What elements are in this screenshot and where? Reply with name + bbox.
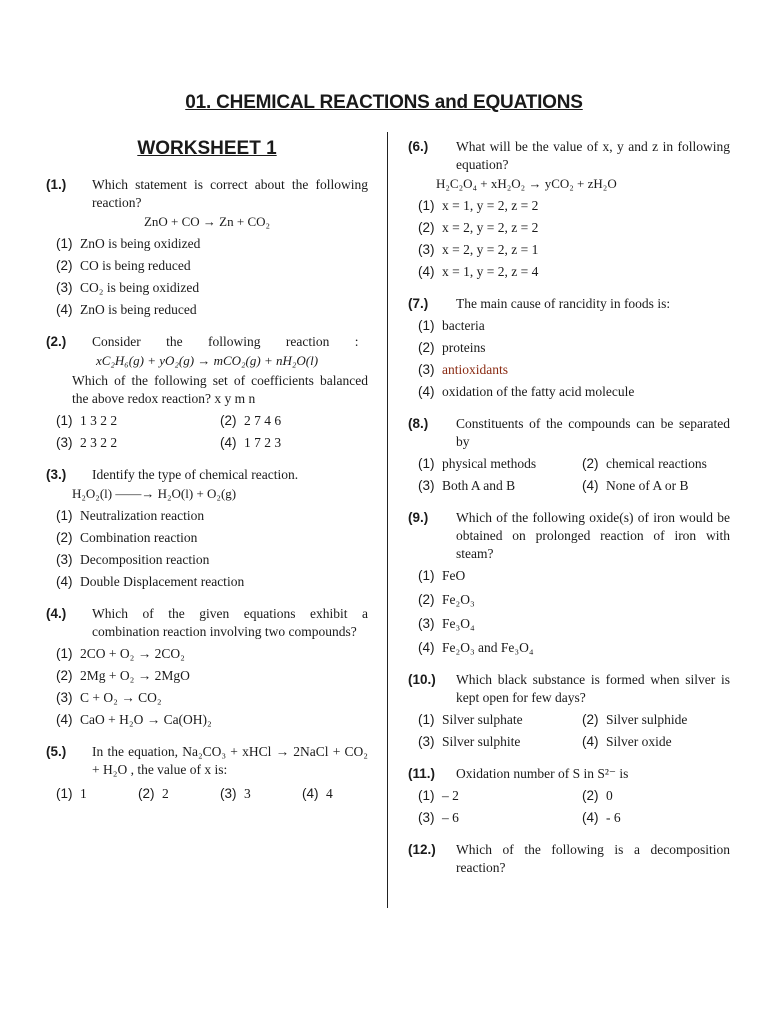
option: (2) chemical reactions xyxy=(582,456,707,471)
option: (3) x = 2, y = 2, z = 1 xyxy=(418,242,539,257)
question-number: (2.) xyxy=(46,334,67,349)
question-text: Which of the following is a decomposition reaction? xyxy=(456,842,730,875)
question-3 xyxy=(46,466,368,591)
question-9 xyxy=(408,509,730,657)
question-text: Which of the following oxide(s) of iron would be obtained on prolonged reaction of iron with steam? xyxy=(456,510,730,561)
option: (4) 4 xyxy=(302,786,333,801)
option: (3) CO₂ is being oxidized xyxy=(56,280,200,295)
option: (3) Both A and B xyxy=(418,478,516,493)
question-number: (11.) xyxy=(408,766,436,781)
question-2 xyxy=(46,333,368,452)
question-5 xyxy=(46,743,368,807)
question-10 xyxy=(408,671,730,751)
question-number: (12.) xyxy=(408,842,436,857)
option: (4) 1 7 2 3 xyxy=(220,435,282,450)
question-number: (3.) xyxy=(46,467,67,482)
worksheet-title: WORKSHEET 1 xyxy=(137,138,277,159)
option: (3) Decomposition reaction xyxy=(56,552,210,567)
question-number: (4.) xyxy=(46,606,67,621)
page-title: 01. CHEMICAL REACTIONS and EQUATIONS xyxy=(185,92,583,113)
question-number: (1.) xyxy=(46,177,67,192)
option: (3) Silver sulphite xyxy=(418,734,521,749)
option: (3) Fe₃O₄ xyxy=(418,616,475,631)
option: (2) x = 2, y = 2, z = 2 xyxy=(418,220,539,235)
question-number: (6.) xyxy=(408,139,429,154)
question-text: Consider the following reaction : xyxy=(92,334,359,349)
option: (3) antioxidants xyxy=(418,362,508,377)
option: (2) Silver sulphide xyxy=(582,712,688,727)
option: (4) - 6 xyxy=(582,810,621,825)
option: (2) 2 xyxy=(138,786,169,801)
question-equation: xC₂H₆(g) + yO₂(g) → mCO₂(g) + nH₂O(l) xyxy=(95,353,319,368)
option: (4) None of A or B xyxy=(582,478,689,493)
question-number: (9.) xyxy=(408,510,429,525)
question-text: Which black substance is formed when silver is kept open for few days? xyxy=(456,672,730,705)
question-equation: H₂C₂O₄ + xH₂O₂ → yCO₂ + zH₂O xyxy=(436,176,617,191)
option: (2) 2Mg + O₂ → 2MgO xyxy=(56,668,190,683)
question-7 xyxy=(408,295,730,401)
question-text: In the equation, Na₂CO₃ + xHCl → 2NaCl + CO₂ + H₂O , the value of x is: xyxy=(92,744,368,777)
option: (4) ZnO is being reduced xyxy=(56,302,197,317)
option: (4) oxidation of the fatty acid molecule xyxy=(418,384,635,399)
question-text: Identify the type of chemical reaction. xyxy=(92,467,299,482)
option: (3) 2 3 2 2 xyxy=(56,435,118,450)
option: (2) 2 7 4 6 xyxy=(220,413,282,428)
question-12 xyxy=(408,841,730,877)
option: (2) Fe₂O₃ xyxy=(418,592,475,607)
question-text: Which statement is correct about the following reaction? xyxy=(92,177,368,210)
question-8 xyxy=(408,415,730,495)
option: (4) Double Displacement reaction xyxy=(56,574,245,589)
question-text: What will be the value of x, y and z in following equation? xyxy=(456,139,730,172)
question-4 xyxy=(46,605,368,729)
option: (4) Silver oxide xyxy=(582,734,672,749)
option: (1) 1 3 2 2 xyxy=(56,413,118,428)
column-divider xyxy=(387,132,388,908)
option: (1) ZnO is being oxidized xyxy=(56,236,201,251)
question-text: Which of the given equations exhibit a combination reaction involving two compounds? xyxy=(92,606,368,639)
right-column xyxy=(408,138,730,891)
option: (1) 2CO + O₂ → 2CO₂ xyxy=(56,646,185,661)
question-text: Constituents of the compounds can be separated by xyxy=(456,416,730,449)
question-equation: H₂O₂(l) ——→ H₂O(l) + O₂(g) xyxy=(72,486,237,501)
option: (1) physical methods xyxy=(418,456,537,471)
option: (4) Fe₂O₃ and Fe₃O₄ xyxy=(418,640,534,655)
option: (1) – 2 xyxy=(418,788,459,803)
question-text-2: Which of the following set of coefficients balanced the above redox reaction? x y m n xyxy=(72,373,368,406)
question-6 xyxy=(408,138,730,281)
option: (1) Silver sulphate xyxy=(418,712,523,727)
option: (2) Combination reaction xyxy=(56,530,198,545)
option: (1) 1 xyxy=(56,786,87,801)
option: (2) 0 xyxy=(582,788,613,803)
option: (1) x = 1, y = 2, z = 2 xyxy=(418,198,539,213)
left-column xyxy=(46,138,368,821)
option: (2) CO is being reduced xyxy=(56,258,191,273)
option: (1) Neutralization reaction xyxy=(56,508,205,523)
question-text: Oxidation number of S in S²⁻ is xyxy=(456,766,629,781)
question-11 xyxy=(408,765,730,827)
question-number: (8.) xyxy=(408,416,429,431)
option: (3) 3 xyxy=(220,786,251,801)
option: (4) CaO + H₂O → Ca(OH)₂ xyxy=(56,712,212,727)
question-1 xyxy=(46,176,368,319)
question-number: (10.) xyxy=(408,672,436,687)
option: (1) FeO xyxy=(418,568,466,583)
question-equation: ZnO + CO → Zn + CO₂ xyxy=(143,214,271,229)
option: (1) bacteria xyxy=(418,318,485,333)
option: (2) proteins xyxy=(418,340,486,355)
option: (3) – 6 xyxy=(418,810,459,825)
option: (4) x = 1, y = 2, z = 4 xyxy=(418,264,539,279)
question-number: (5.) xyxy=(46,744,67,759)
option: (3) C + O₂ → CO₂ xyxy=(56,690,162,705)
question-text: The main cause of rancidity in foods is: xyxy=(456,296,671,311)
question-number: (7.) xyxy=(408,296,429,311)
